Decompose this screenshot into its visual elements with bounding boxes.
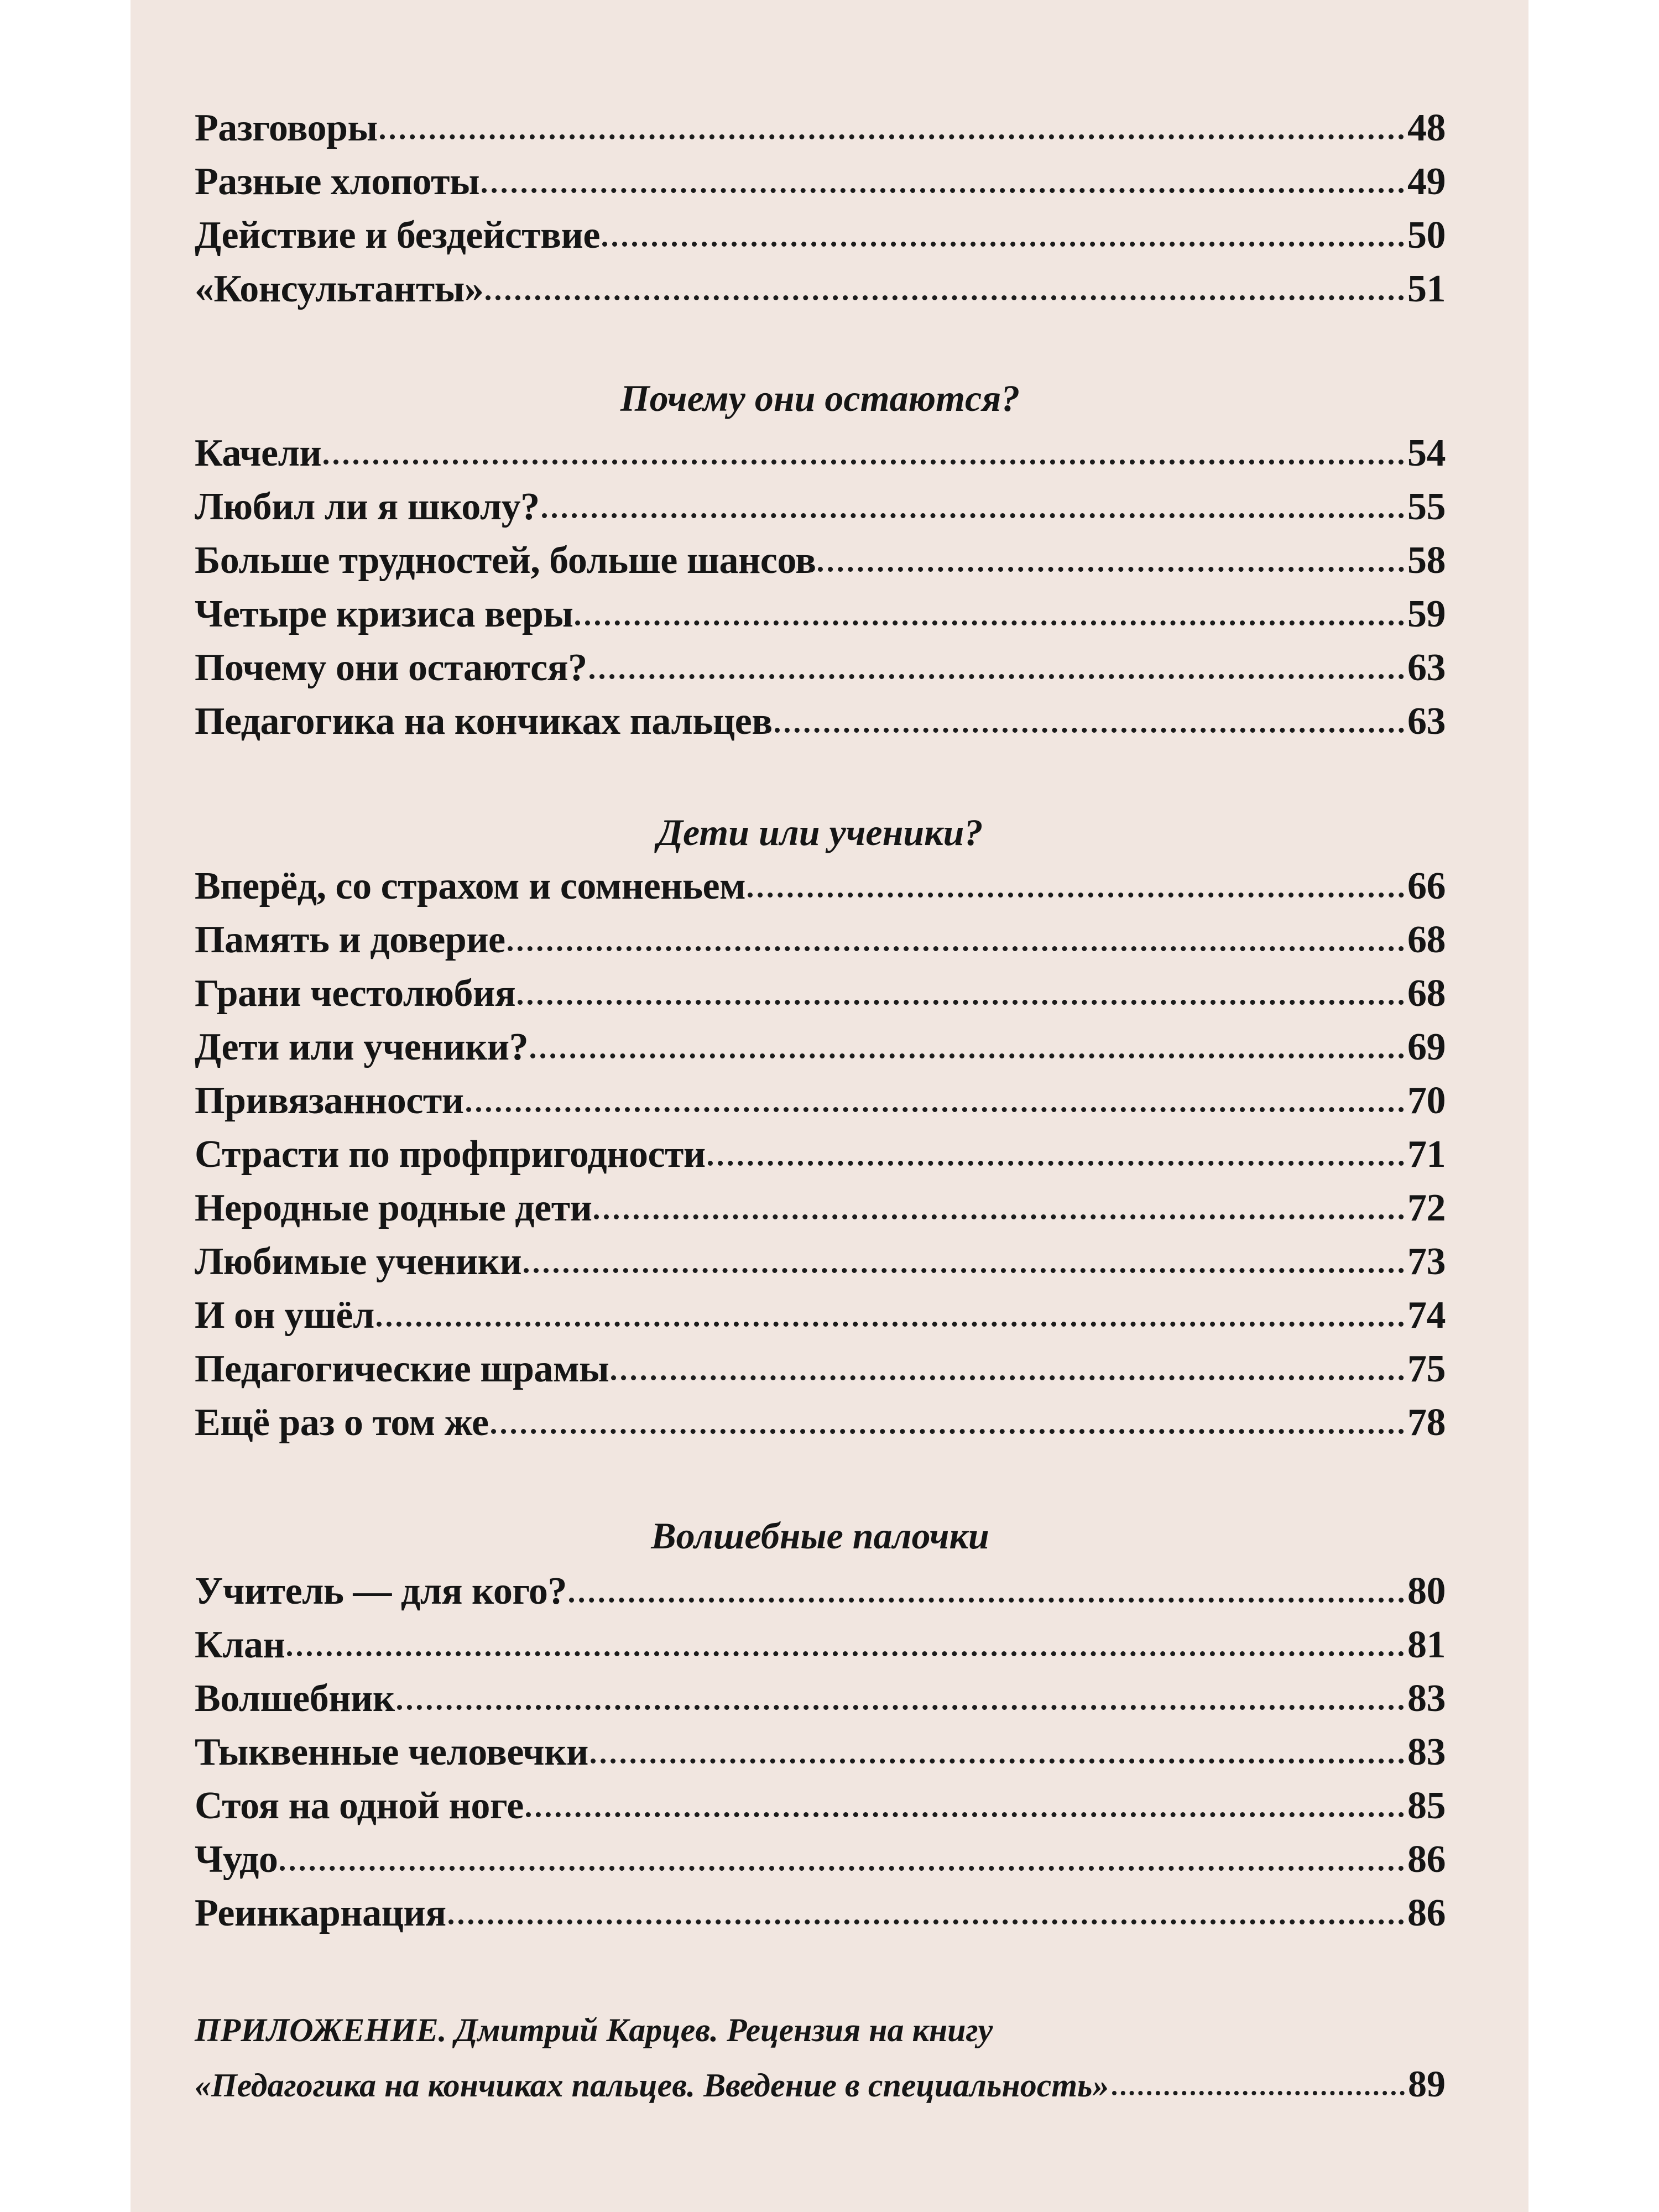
- dot-leader: [518, 1000, 1404, 1005]
- toc-entry-title: Грани честолюбия: [195, 972, 516, 1015]
- toc-entry[interactable]: [195, 1395, 1446, 1451]
- toc-entry-page: 51: [1407, 268, 1446, 310]
- toc-entry-title: Качели: [195, 432, 322, 474]
- toc-entry-title: Дети или ученики?: [195, 1026, 529, 1068]
- toc-entry-title: Привязанности: [195, 1079, 464, 1122]
- toc-entry-page: 78: [1407, 1401, 1446, 1444]
- toc-entry-page: 75: [1407, 1348, 1446, 1390]
- toc-entry[interactable]: [195, 1342, 1446, 1397]
- dot-leader: [397, 1705, 1404, 1710]
- appendix-heading: ПРИЛОЖЕНИЕ. Дмитрий Карцев. Рецензия на книгу: [195, 2012, 993, 2048]
- toc-entry[interactable]: [195, 1234, 1446, 1290]
- dot-leader: [530, 1053, 1404, 1058]
- toc-entry-title: Действие и бездействие: [195, 214, 600, 257]
- toc-entry[interactable]: [195, 1181, 1446, 1236]
- toc-entry[interactable]: [195, 426, 1446, 481]
- toc-entry-title: И он ушёл: [195, 1294, 374, 1337]
- dot-leader: [611, 1375, 1404, 1380]
- toc-entry-page: 80: [1407, 1570, 1446, 1613]
- toc-entry[interactable]: [195, 1725, 1446, 1780]
- dot-leader: [491, 1429, 1404, 1434]
- toc-entry-page: 68: [1407, 972, 1446, 1015]
- dot-leader: [748, 893, 1404, 898]
- toc-entry-page: 83: [1407, 1731, 1446, 1773]
- toc-entry-page: 66: [1407, 865, 1446, 907]
- dot-leader: [526, 1812, 1404, 1817]
- toc-entry-title: Любил ли я школу?: [195, 486, 540, 528]
- toc-entry[interactable]: [195, 1073, 1446, 1129]
- dot-leader: [1112, 2091, 1405, 2095]
- toc-entry-page: 81: [1407, 1624, 1446, 1666]
- dot-leader: [818, 567, 1404, 572]
- toc-entry-page: 63: [1407, 700, 1446, 743]
- toc-entry[interactable]: [195, 859, 1446, 914]
- toc-entry-title: Четыре кризиса веры: [195, 593, 573, 635]
- toc-entry-page: 54: [1407, 432, 1446, 474]
- toc-entry[interactable]: [195, 1778, 1446, 1834]
- section-heading: Дети или ученики?: [657, 811, 983, 853]
- toc-entry-page: 71: [1407, 1133, 1446, 1176]
- dot-leader: [569, 1598, 1404, 1603]
- dot-leader: [377, 1322, 1404, 1327]
- toc-entry-page: 72: [1407, 1187, 1446, 1229]
- toc-entry-page: 55: [1407, 486, 1446, 528]
- toc-entry-title: Реинкарнация: [195, 1892, 446, 1934]
- dot-leader: [482, 188, 1404, 193]
- dot-leader: [486, 295, 1404, 300]
- toc-entry-title: «Консультанты»: [195, 268, 484, 310]
- toc-entry-title: Клан: [195, 1624, 285, 1666]
- toc-entry[interactable]: [195, 640, 1446, 696]
- toc-entry[interactable]: [195, 262, 1446, 317]
- dot-leader: [508, 946, 1404, 951]
- dot-leader: [287, 1651, 1404, 1656]
- toc-entry[interactable]: [195, 101, 1446, 156]
- toc-entry[interactable]: [195, 208, 1446, 263]
- toc-entry[interactable]: [195, 1564, 1446, 1619]
- toc-entry-title: Ещё раз о том же: [195, 1401, 489, 1444]
- toc-entry-title: Страсти по профпригодности: [195, 1133, 706, 1176]
- dot-leader: [280, 1866, 1404, 1871]
- dot-leader: [448, 1919, 1404, 1924]
- toc-entry[interactable]: [195, 479, 1446, 535]
- toc-entry-title: Чудо: [195, 1838, 278, 1881]
- toc-entry-page: 58: [1407, 539, 1446, 582]
- toc-entry[interactable]: [195, 154, 1446, 210]
- toc-entry[interactable]: [195, 533, 1446, 588]
- toc-entry-title: Любимые ученики: [195, 1240, 522, 1283]
- dot-leader: [775, 728, 1404, 733]
- toc-entry-page: 73: [1407, 1240, 1446, 1283]
- toc-entry[interactable]: [195, 694, 1446, 749]
- appendix-page: 89: [1408, 2063, 1446, 2105]
- dot-leader: [591, 1759, 1404, 1764]
- toc-entry[interactable]: [195, 912, 1446, 968]
- toc-entry-page: 74: [1407, 1294, 1446, 1337]
- toc-entry[interactable]: [195, 966, 1446, 1021]
- dot-leader: [542, 513, 1404, 518]
- toc-entry-page: 59: [1407, 593, 1446, 635]
- toc-entry-page: 63: [1407, 646, 1446, 689]
- toc-entry-page: 83: [1407, 1677, 1446, 1720]
- toc-entry-title: Педагогические шрамы: [195, 1348, 609, 1390]
- toc-entry-page: 48: [1407, 107, 1446, 149]
- dot-leader: [524, 1268, 1404, 1273]
- toc-entry-title: Разговоры: [195, 107, 378, 149]
- dot-leader: [575, 620, 1404, 625]
- toc-entry-title: Педагогика на кончиках пальцев: [195, 700, 773, 743]
- dot-leader: [380, 134, 1404, 139]
- book-page: [131, 0, 1528, 2212]
- dot-leader: [594, 1214, 1404, 1219]
- toc-entry[interactable]: [195, 1886, 1446, 1941]
- toc-entry-page: 50: [1407, 214, 1446, 257]
- toc-entry-page: 86: [1407, 1838, 1446, 1881]
- toc-entry[interactable]: [195, 1832, 1446, 1887]
- toc-entry-title: Разные хлопоты: [195, 160, 480, 203]
- toc-entry-title: Память и доверие: [195, 919, 505, 961]
- toc-entry-page: 49: [1407, 160, 1446, 203]
- toc-entry-page: 70: [1407, 1079, 1446, 1122]
- dot-leader: [602, 242, 1404, 247]
- toc-entry[interactable]: [195, 1671, 1446, 1726]
- toc-entry[interactable]: [195, 1127, 1446, 1182]
- toc-entry-title: Неродные родные дети: [195, 1187, 592, 1229]
- appendix-entry[interactable]: [195, 2056, 1446, 2113]
- toc-entry[interactable]: [195, 1618, 1446, 1673]
- appendix-title: «Педагогика на кончиках пальцев. Введение в специальность»: [195, 2067, 1109, 2104]
- toc-entry-title: Стоя на одной ноге: [195, 1785, 524, 1827]
- toc-entry-title: Волшебник: [195, 1677, 395, 1720]
- toc-entry-title: Вперёд, со страхом и сомненьем: [195, 865, 746, 907]
- toc-entry[interactable]: [195, 587, 1446, 642]
- dot-leader: [324, 460, 1404, 465]
- section-heading: Почему они остаются?: [620, 377, 1020, 419]
- toc-entry-page: 69: [1407, 1026, 1446, 1068]
- toc-entry-title: Больше трудностей, больше шансов: [195, 539, 816, 582]
- dot-leader: [708, 1161, 1404, 1166]
- toc-entry-title: Почему они остаются?: [195, 646, 587, 689]
- toc-entry-title: Учитель — для кого?: [195, 1570, 567, 1613]
- dot-leader: [466, 1107, 1404, 1112]
- toc-entry-title: Тыквенные человечки: [195, 1731, 588, 1773]
- toc-entry-page: 86: [1407, 1892, 1446, 1934]
- toc-entry-page: 85: [1407, 1785, 1446, 1827]
- toc-entry-page: 68: [1407, 919, 1446, 961]
- section-heading: Волшебные палочки: [651, 1515, 989, 1557]
- toc-entry[interactable]: [195, 1288, 1446, 1343]
- toc-entry[interactable]: [195, 1020, 1446, 1075]
- dot-leader: [589, 674, 1404, 679]
